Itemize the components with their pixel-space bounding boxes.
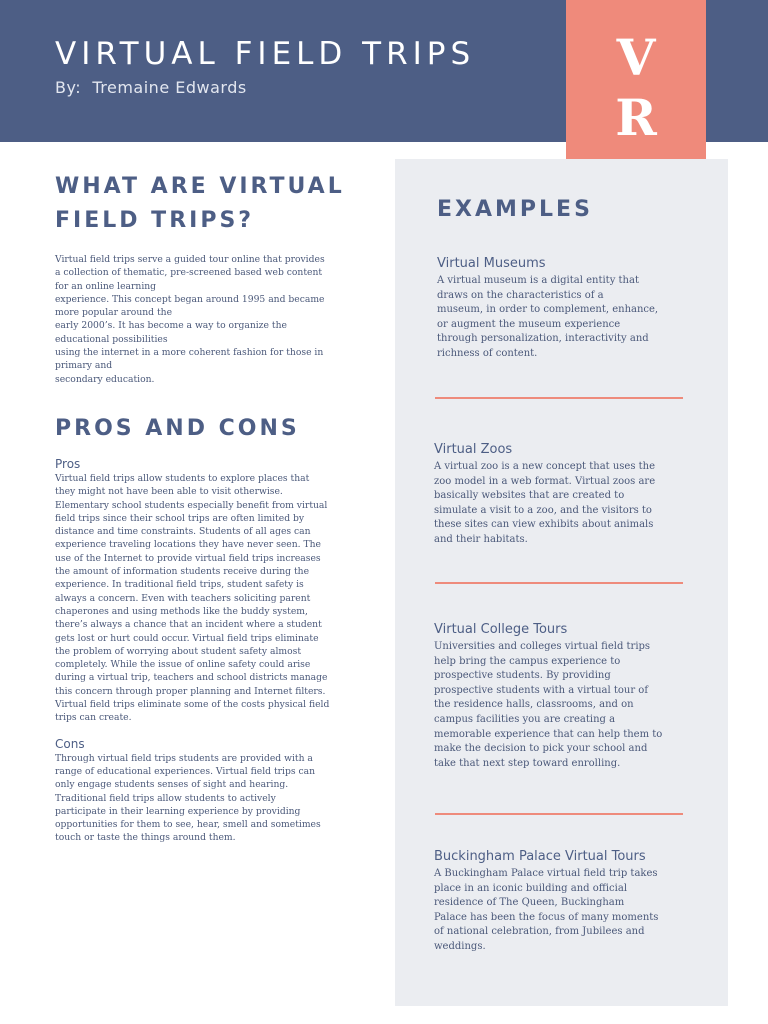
pros-label: Pros — [55, 456, 81, 471]
what-body: Virtual field trips serve a guided tour online that provides a collection of thematic, pre-screened based web content for an online learning experience. This concept began around 1995 and became more popular around the early 2000’s. It has become a way to organize the educational possibilities using the internet in a more coherent fashion for those in primary and secondary education. — [55, 254, 325, 385]
cons-label: Cons — [55, 736, 85, 751]
divider-rule — [435, 582, 683, 584]
examples-heading: EXAMPLES — [437, 197, 593, 222]
example-virtual-zoos — [434, 440, 684, 548]
example-virtual-museums — [437, 254, 687, 362]
example-title: Buckingham Palace Virtual Tours — [434, 849, 646, 864]
pros-body: Virtual field trips allow students to explore places that they might not have been able to visit otherwise. Elementary school students especially benefit from virtual field trips since their school trips are often limited by distance and time constraints. Students of all ages can experience traveling locations they have never seen. The use of the Internet to provide virtual field trips increases the amount of information students receive during the experience. In traditional field trips, student safety is always a concern. Even with teachers soliciting parent chaperones and using methods like the buddy system, there’s always a chance that an incident where a student gets lost or hurt could occur. Virtual field trips eliminate the problem of worrying about student safety almost completely. While the issue of online safety could arise during a virtual trip, teachers and school districts manage this concern through proper planning and Internet filters. Virtual field trips eliminate some of the costs physical field trips can create. — [55, 472, 330, 724]
cons-body: Through virtual field trips students are provided with a range of educational experiences. Virtual field trips can only engage students senses of sight and hearing. Traditional field trips allow students to actively participate in their learning experience by providing opportunities for them to see, hear, smell and sometimes touch or taste the things around them. — [55, 752, 321, 844]
example-title: Virtual College Tours — [434, 622, 568, 637]
example-body: A virtual zoo is a new concept that uses the zoo model in a web format. Virtual zoos are basically websites that are created to simulate a visit to a zoo, and the visitors to these sites can view exhibits about animals and their habitats. — [434, 461, 656, 545]
left-column — [55, 170, 355, 845]
pros-cons-heading: PROS AND CONS — [55, 415, 300, 441]
example-buckingham-palace — [434, 847, 684, 955]
badge-letter-r: R — [615, 88, 657, 147]
page-title: VIRTUAL FIELD TRIPS — [55, 36, 476, 72]
example-body: Universities and colleges virtual field trips help bring the campus experience to prospective students. By providing prospective students with a virtual tour of the residence halls, classrooms, and on campus facilities you are creating a memorable experience that can help them to make the decision to pick your school and take that next step toward enrolling. — [434, 641, 663, 769]
divider-rule — [435, 397, 683, 399]
badge-letter-v: V — [616, 28, 656, 87]
author-line: By: Tremaine Edwards — [55, 78, 247, 97]
what-heading: WHAT ARE VIRTUAL FIELD TRIPS? — [55, 174, 345, 233]
divider-rule — [435, 813, 683, 815]
example-body: A virtual museum is a digital entity that draws on the characteristics of a museum, in order to complement, enhance, or augment the museum experience through personalization, interactivity and richness of content. — [437, 275, 659, 359]
example-body: A Buckingham Palace virtual field trip takes place in an iconic building and official residence of The Queen, Buckingham Palace has been the focus of many moments of national celebration, from Jubilees and weddings. — [434, 868, 659, 952]
examples-panel — [395, 159, 728, 1006]
example-title: Virtual Zoos — [434, 442, 513, 457]
example-virtual-college-tours — [434, 620, 684, 771]
example-title: Virtual Museums — [437, 256, 546, 271]
